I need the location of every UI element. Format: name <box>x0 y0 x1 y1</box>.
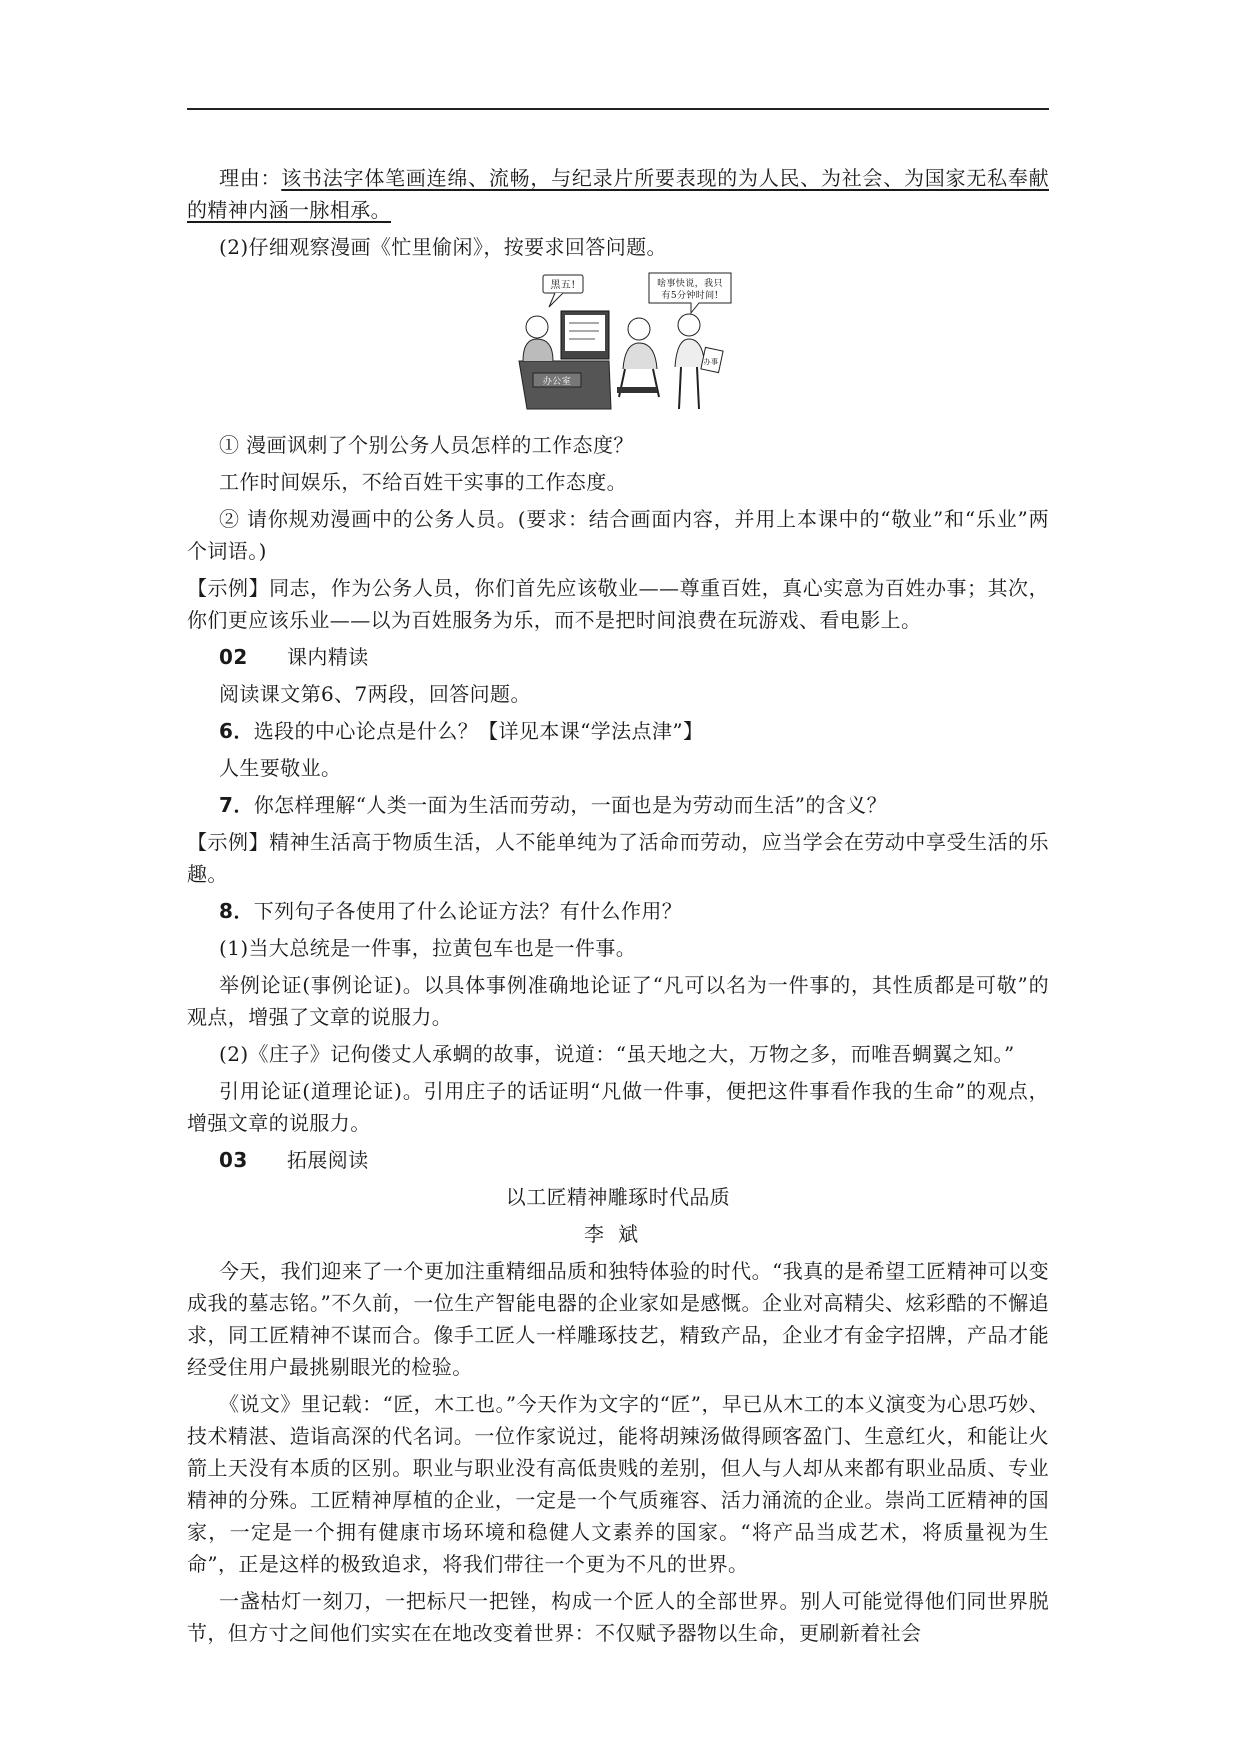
question-6-number: 6． <box>219 719 254 743</box>
article-paragraph-2: 《说文》里记载：“匠，木工也。”今天作为文字的“匠”，早已从木工的本义演变为心思巧妙、技术精湛、造诣高深的代名词。一位作家说过，能将胡辣汤做得顾客盈门、生意红火，和能让火箭上天没有本质的区别。职业与职业没有高低贵贱的差别，但人与人却从来都有职业品质、专业精神的分殊。工匠精神厚植的企业，一定是一个气质雍容、活力涌流的企业。崇尚工匠精神的国家，一定是一个拥有健康市场环境和稳健人文素养的国家。“将产品当成艺术，将质量视为生命”，正是这样的极致追求，将我们带往一个更为不凡的世界。 <box>187 1392 1049 1576</box>
cartoon-figure <box>187 269 1049 417</box>
header-rule <box>187 108 1049 110</box>
question-8-number: 8． <box>219 899 254 923</box>
reason-paragraph <box>187 162 1049 226</box>
article-paragraph-1: 今天，我们迎来了一个更加注重精细品质和独特体验的时代。“我真的是希望工匠精神可以变成我的墓志铭。”不久前，一位生产智能电器的企业家如是感慨。企业对高精尖、炫彩酷的不懈追求，同工匠精神不谋而合。像手工匠人一样雕琢技艺，精致产品，企业才有金字招牌，产品才能经受住用户最挑剔眼光的检验。 <box>187 1259 1049 1379</box>
answer-7: 【示例】精神生活高于物质生活，人不能单纯为了活命而劳动，应当学会在劳动中享受生活的乐趣。 <box>187 830 1049 886</box>
question-7 <box>187 789 1049 821</box>
section-03-heading <box>187 1144 1049 1176</box>
section-02-heading <box>187 641 1049 673</box>
cartoon-image <box>499 269 737 417</box>
question-7-text: 你怎样理解“人类一面为生活而劳动，一面也是为劳动而生活”的含义？ <box>253 793 887 817</box>
sub-answer-1: 工作时间娱乐，不给百姓干实事的工作态度。 <box>219 470 627 494</box>
reading-instruction: 阅读课文第6、7两段，回答问题。 <box>219 682 531 706</box>
desk-sign-text: 办公室 <box>542 377 572 387</box>
bubble-left-text: 黑五! <box>550 280 576 291</box>
question-8 <box>187 895 1049 927</box>
article-author: 李斌 <box>584 1222 652 1246</box>
answer-8-1: 举例论证(事例论证)。以具体事例准确地论证了“凡可以名为一件事的，其性质都是可敬”的观点，增强了文章的说服力。 <box>187 973 1049 1029</box>
bubble-right-line2: 有5分钟时间! <box>661 291 719 301</box>
question-8-1: (1)当大总统是一件事，拉黄包车也是一件事。 <box>219 936 637 960</box>
reason-text: 该书法字体笔画连绵、流畅，与纪录片所要表现的为人民、为社会、为国家无私奉献的精神内涵一脉相承。 <box>187 166 1049 222</box>
question-8-2: (2)《庄子》记佝偻丈人承蜩的故事，说道：“虽天地之大，万物之多，而唯吾蜩翼之知。” <box>219 1042 1015 1066</box>
sub-answer-2: 【示例】同志，作为公务人员，你们首先应该敬业——尊重百姓，真心实意为百姓办事；其次，你们更应该乐业——以为百姓服务为乐，而不是把时间浪费在玩游戏、看电影上。 <box>187 576 1049 632</box>
question-7-number: 7． <box>219 793 254 817</box>
bubble-right-line1: 啥事快说，我只 <box>657 279 723 289</box>
section-02-title: 课内精读 <box>287 645 369 669</box>
reason-label: 理由： <box>219 166 282 190</box>
question-8-text: 下列句子各使用了什么论证方法？有什么作用？ <box>253 899 683 923</box>
question-6-text: 选段的中心论点是什么？【详见本课“学法点津”】 <box>253 719 704 743</box>
question-6 <box>187 715 1049 747</box>
section-03-number: 03 <box>219 1148 248 1172</box>
sub-question-1: ① 漫画讽刺了个别公务人员怎样的工作态度？ <box>219 433 634 457</box>
question-2-intro: (2)仔细观察漫画《忙里偷闲》，按要求回答问题。 <box>219 235 667 259</box>
article-paragraph-3: 一盏枯灯一刻刀，一把标尺一把锉，构成一个匠人的全部世界。别人可能觉得他们同世界脱节，但方寸之间他们实实在在地改变着世界：不仅赋予器物以生命，更刷新着社会 <box>187 1589 1049 1645</box>
section-02-number: 02 <box>219 645 248 669</box>
section-03-title: 拓展阅读 <box>287 1148 369 1172</box>
document-body <box>187 162 1049 1654</box>
folder-label-text: 办事 <box>703 358 719 366</box>
article-title: 以工匠精神雕琢时代品质 <box>505 1185 731 1209</box>
answer-8-2: 引用论证(道理论证)。引用庄子的话证明“凡做一件事，便把这件事看作我的生命”的观点，增强文章的说服力。 <box>187 1079 1049 1135</box>
answer-6: 人生要敬业。 <box>219 756 342 780</box>
sub-question-2: ② 请你规劝漫画中的公务人员。(要求：结合画面内容，并用上本课中的“敬业”和“乐业”两个词语。) <box>187 507 1049 563</box>
